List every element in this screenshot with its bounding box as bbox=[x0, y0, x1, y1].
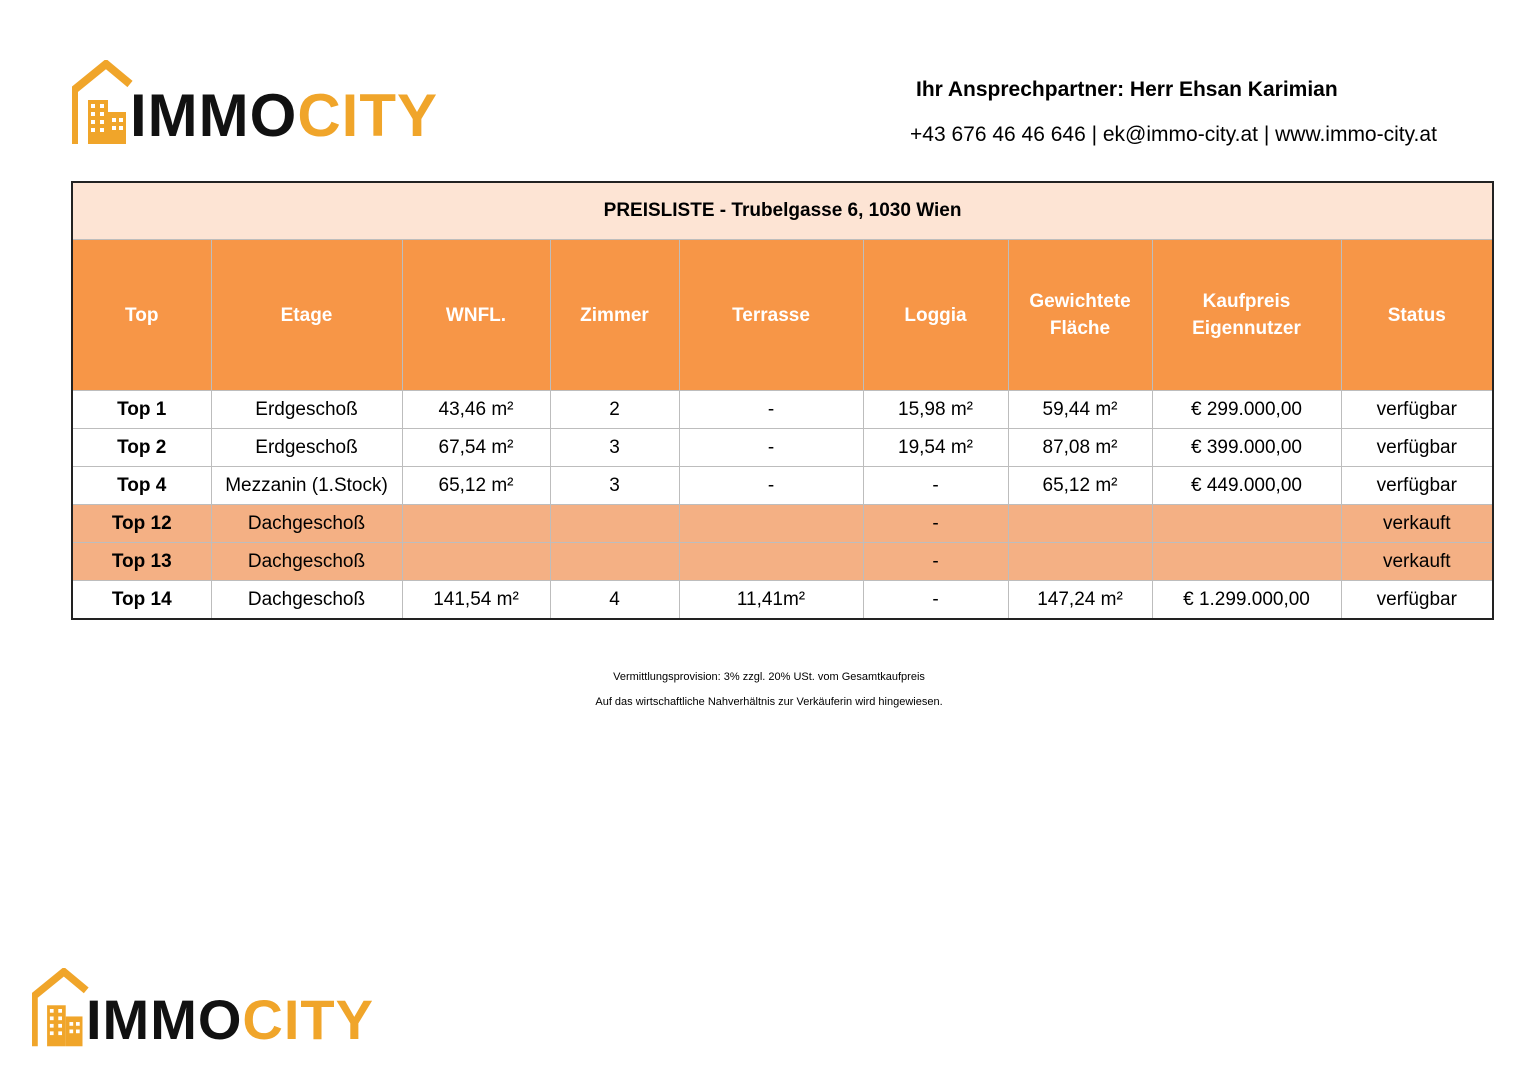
table-cell bbox=[1152, 505, 1341, 543]
column-header: Kaufpreis Eigennutzer bbox=[1152, 240, 1341, 391]
table-cell: Mezzanin (1.Stock) bbox=[211, 467, 402, 505]
immocity-logo bbox=[72, 60, 438, 148]
table-cell: Top 1 bbox=[72, 391, 211, 429]
table-cell: Dachgeschoß bbox=[211, 543, 402, 581]
table-cell: - bbox=[679, 391, 863, 429]
column-header: Top bbox=[72, 240, 211, 391]
table-title: PREISLISTE - Trubelgasse 6, 1030 Wien bbox=[72, 182, 1493, 240]
table-cell bbox=[1008, 505, 1152, 543]
table-cell: - bbox=[863, 581, 1008, 620]
column-header: Gewichtete Fläche bbox=[1008, 240, 1152, 391]
table-cell bbox=[679, 505, 863, 543]
table-cell: - bbox=[679, 467, 863, 505]
table-cell: € 449.000,00 bbox=[1152, 467, 1341, 505]
table-cell: 2 bbox=[550, 391, 679, 429]
table-cell: - bbox=[679, 429, 863, 467]
table-row bbox=[72, 467, 1493, 505]
table-cell: verfügbar bbox=[1341, 581, 1493, 620]
column-header: Zimmer bbox=[550, 240, 679, 391]
table-cell: Dachgeschoß bbox=[211, 581, 402, 620]
table-cell: - bbox=[863, 505, 1008, 543]
price-list-table bbox=[71, 181, 1494, 620]
table-cell: - bbox=[863, 467, 1008, 505]
table-cell bbox=[550, 505, 679, 543]
table-cell: Top 13 bbox=[72, 543, 211, 581]
table-cell: verkauft bbox=[1341, 505, 1493, 543]
logo-text-city: CITY bbox=[242, 988, 374, 1051]
table-cell: verfügbar bbox=[1341, 467, 1493, 505]
relationship-note: Auf das wirtschaftliche Nahverhältnis zur Verkäuferin wird hingewiesen. bbox=[595, 696, 943, 708]
table-cell: 59,44 m² bbox=[1008, 391, 1152, 429]
logo-wordmark bbox=[86, 988, 374, 1051]
table-cell: 4 bbox=[550, 581, 679, 620]
table-cell: 19,54 m² bbox=[863, 429, 1008, 467]
table-cell: 67,54 m² bbox=[402, 429, 550, 467]
table-cell: verfügbar bbox=[1341, 391, 1493, 429]
table-cell: 11,41m² bbox=[679, 581, 863, 620]
table-cell: 43,46 m² bbox=[402, 391, 550, 429]
column-header: WNFL. bbox=[402, 240, 550, 391]
contact-name: Ihr Ansprechpartner: Herr Ehsan Karimian bbox=[916, 78, 1338, 101]
table-row bbox=[72, 543, 1493, 581]
commission-note: Vermittlungsprovision: 3% zzgl. 20% USt. vom Gesamtkaufpreis bbox=[613, 671, 925, 683]
table-cell: Dachgeschoß bbox=[211, 505, 402, 543]
table-cell bbox=[550, 543, 679, 581]
table-cell: Top 4 bbox=[72, 467, 211, 505]
table-cell bbox=[402, 505, 550, 543]
immocity-logo-footer bbox=[32, 968, 374, 1050]
table-cell: verfügbar bbox=[1341, 429, 1493, 467]
table-cell bbox=[402, 543, 550, 581]
column-header: Loggia bbox=[863, 240, 1008, 391]
table-cell: Top 2 bbox=[72, 429, 211, 467]
table-cell bbox=[1008, 543, 1152, 581]
table-cell: 141,54 m² bbox=[402, 581, 550, 620]
table-cell: 65,12 m² bbox=[402, 467, 550, 505]
column-header: Etage bbox=[211, 240, 402, 391]
table-cell bbox=[1152, 543, 1341, 581]
table-cell: - bbox=[863, 543, 1008, 581]
logo-wordmark bbox=[130, 82, 438, 149]
table-cell: Top 14 bbox=[72, 581, 211, 620]
table-header-row bbox=[72, 240, 1493, 391]
contact-details: +43 676 46 46 646 | ek@immo-city.at | www.immo-city.at bbox=[910, 123, 1437, 146]
table-cell: 147,24 m² bbox=[1008, 581, 1152, 620]
table-cell: 15,98 m² bbox=[863, 391, 1008, 429]
table-cell: Top 12 bbox=[72, 505, 211, 543]
table-cell: Erdgeschoß bbox=[211, 429, 402, 467]
house-building-icon bbox=[72, 60, 136, 148]
table-cell: 65,12 m² bbox=[1008, 467, 1152, 505]
table-row bbox=[72, 429, 1493, 467]
logo-text-immo: IMMO bbox=[86, 988, 243, 1051]
table-cell: € 399.000,00 bbox=[1152, 429, 1341, 467]
table-cell: Erdgeschoß bbox=[211, 391, 402, 429]
table-row bbox=[72, 391, 1493, 429]
table-row bbox=[72, 505, 1493, 543]
contact-block bbox=[910, 76, 1496, 149]
table-cell: € 1.299.000,00 bbox=[1152, 581, 1341, 620]
table-cell: 3 bbox=[550, 467, 679, 505]
table-cell bbox=[679, 543, 863, 581]
logo-text-immo: IMMO bbox=[130, 82, 298, 149]
table-row bbox=[72, 581, 1493, 620]
column-header: Terrasse bbox=[679, 240, 863, 391]
table-cell: € 299.000,00 bbox=[1152, 391, 1341, 429]
table-cell: 87,08 m² bbox=[1008, 429, 1152, 467]
table-body bbox=[72, 391, 1493, 620]
logo-text-city: CITY bbox=[297, 82, 438, 149]
column-header: Status bbox=[1341, 240, 1493, 391]
table-cell: verkauft bbox=[1341, 543, 1493, 581]
house-building-icon bbox=[32, 968, 92, 1050]
table-cell: 3 bbox=[550, 429, 679, 467]
